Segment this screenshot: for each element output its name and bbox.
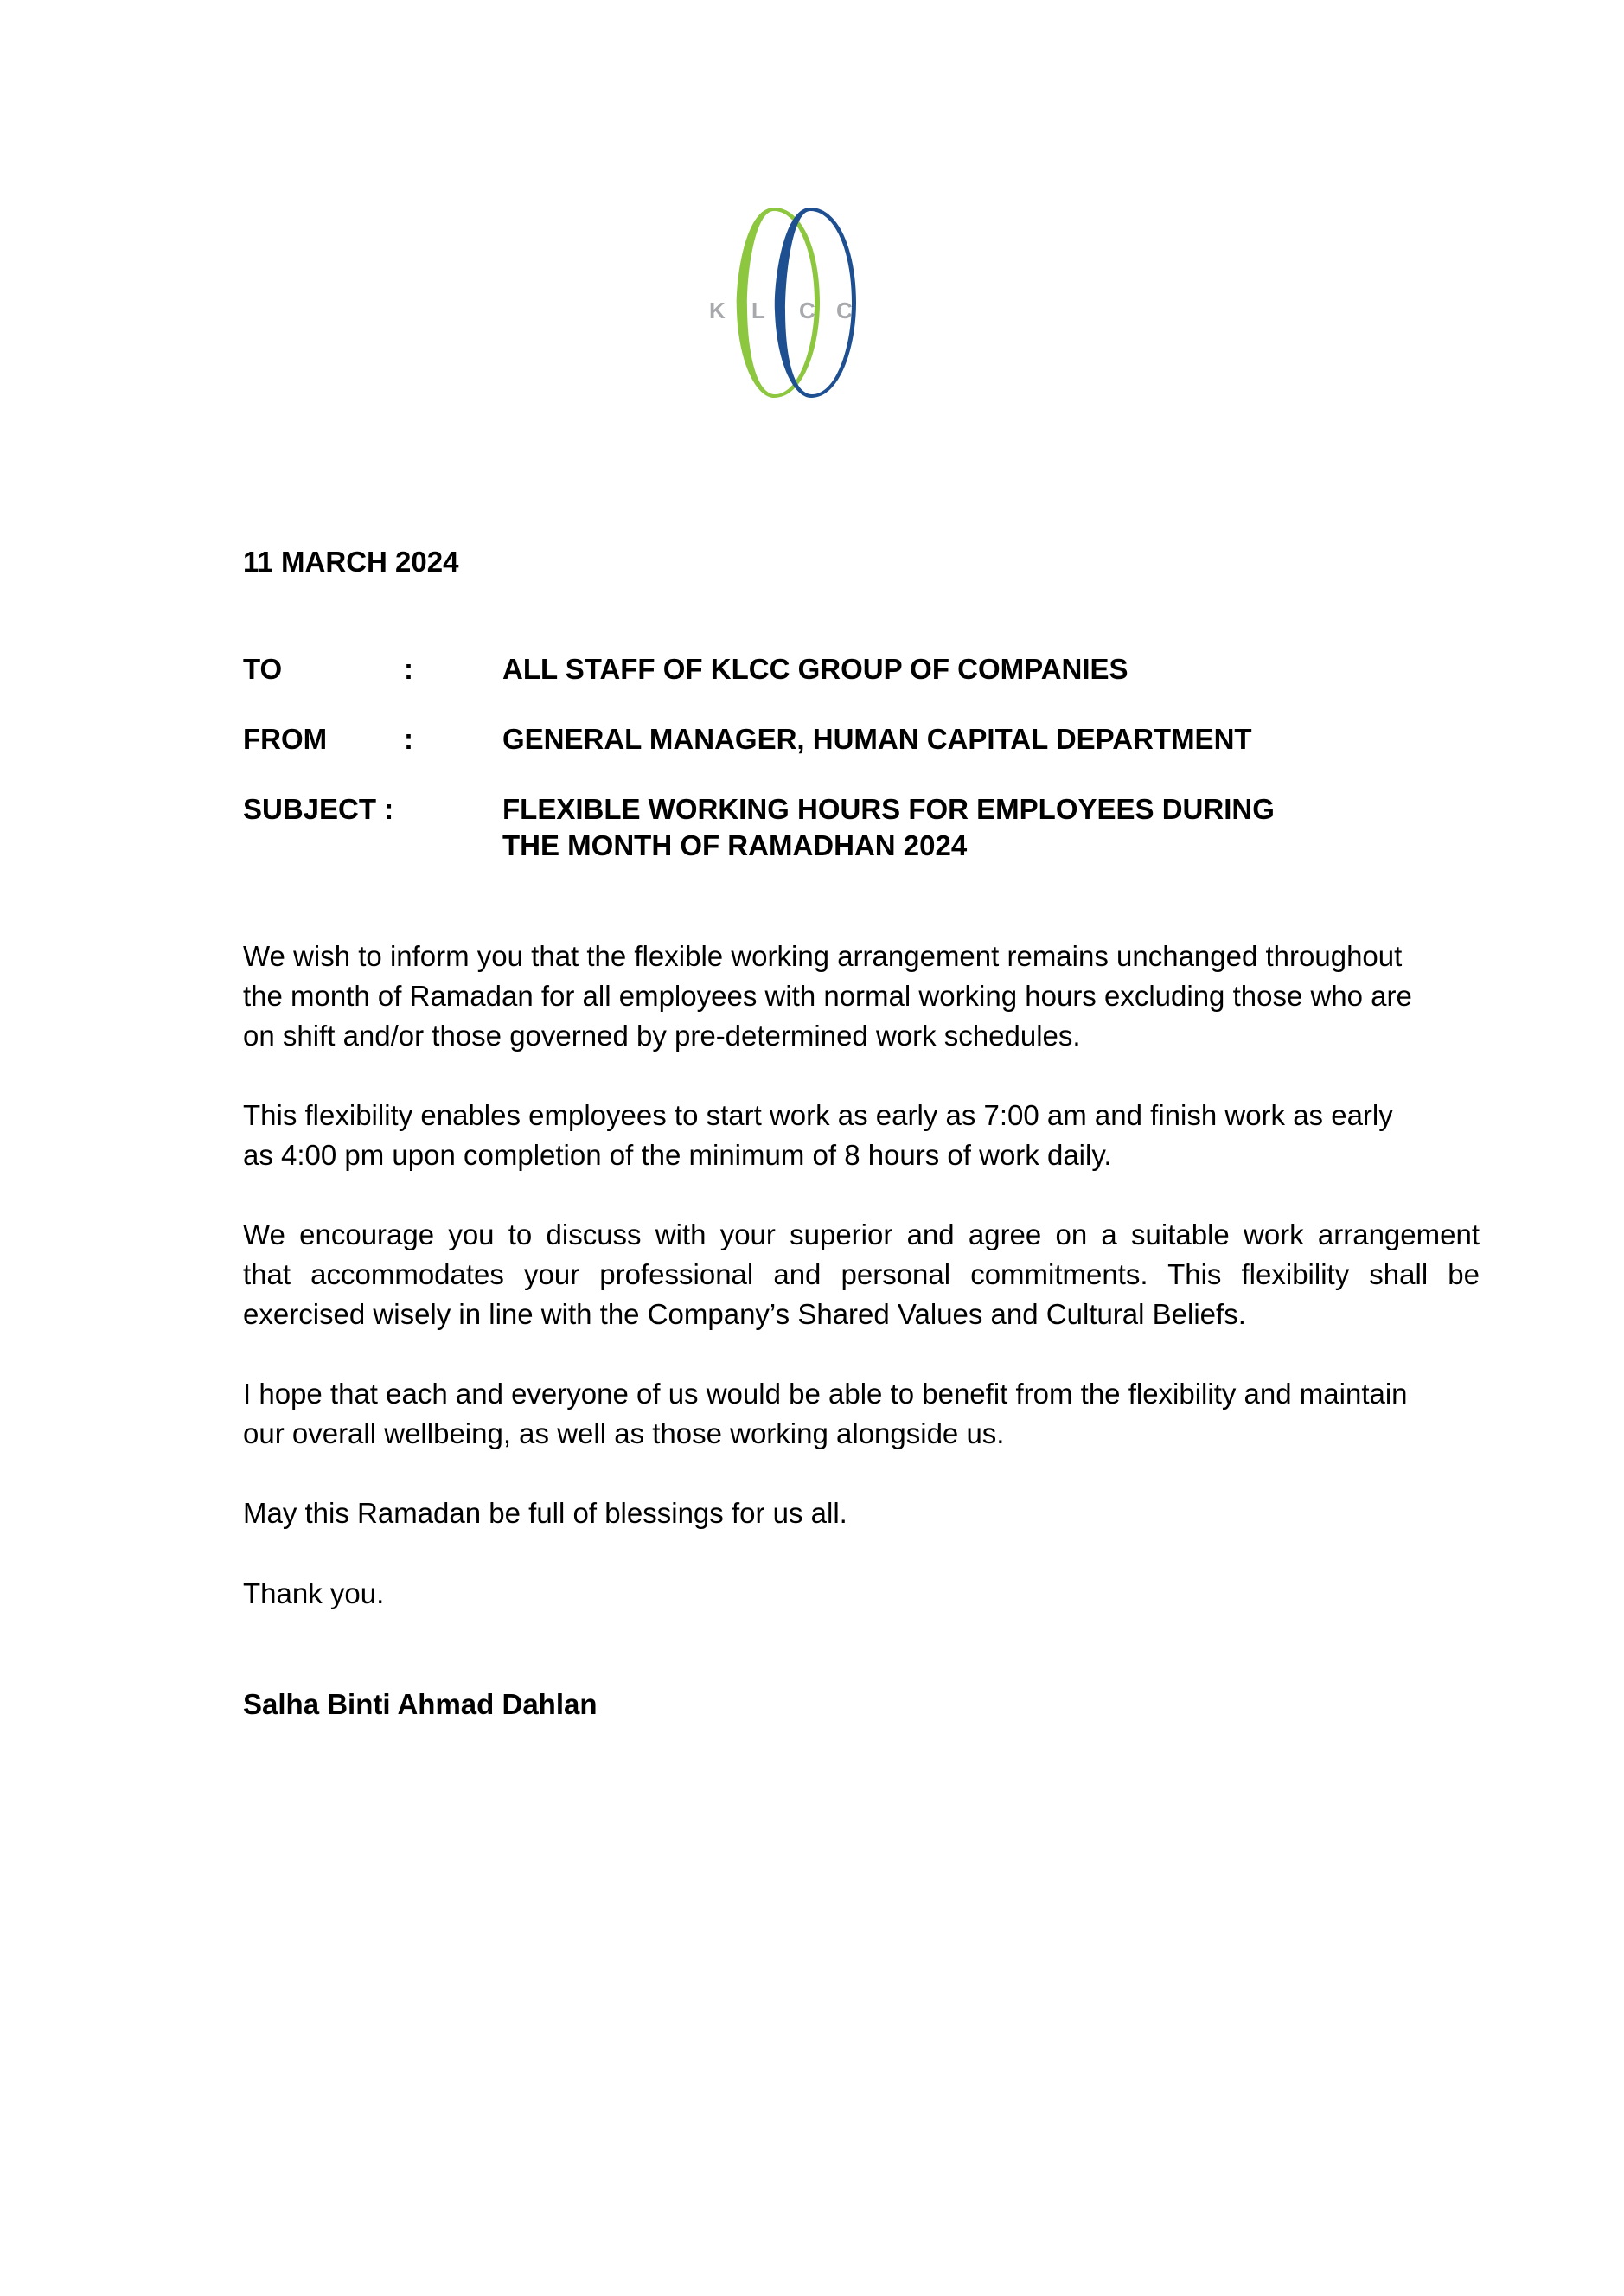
paragraph-3 — [243, 1215, 1480, 1334]
paragraph-5 — [243, 1493, 1480, 1533]
subject-line-1: FLEXIBLE WORKING HOURS FOR EMPLOYEES DURING — [502, 793, 1275, 825]
paragraph-line: the month of Ramadan for all employees with normal working hours excluding those who are — [243, 980, 1412, 1012]
paragraph-line: exercised wisely in line with the Company’s Shared Values and Cultural Beliefs. — [243, 1298, 1246, 1330]
logo-letter-k: K — [709, 297, 726, 323]
klcc-logo-graphic — [709, 199, 908, 406]
paragraph-4 — [243, 1374, 1488, 1454]
paragraph-1 — [243, 937, 1480, 1056]
blessing-line: May this Ramadan be full of blessings for us all. — [243, 1497, 847, 1529]
thank-you-line: Thank you. — [243, 1577, 385, 1609]
memo-date: 11 MARCH 2024 — [243, 546, 459, 578]
to-colon: : — [404, 653, 413, 685]
paragraph-line: as 4:00 pm upon completion of the minimum of 8 hours of work daily. — [243, 1139, 1112, 1171]
to-label: TO — [243, 653, 283, 685]
paragraph-line: I hope that each and everyone of us would be able to benefit from the flexibility and maintain — [243, 1378, 1408, 1410]
from-label: FROM — [243, 723, 328, 755]
paragraph-line: We encourage you to discuss with your superior and agree on a suitable work arrangement — [243, 1218, 1480, 1250]
subject-line-2: THE MONTH OF RAMADHAN 2024 — [502, 829, 968, 861]
logo-letter-l: L — [751, 297, 765, 323]
paragraph-line: on shift and/or those governed by pre-determined work schedules. — [243, 1020, 1081, 1052]
signature-name: Salha Binti Ahmad Dahlan — [243, 1688, 598, 1720]
logo-letter-c2: C — [836, 297, 853, 323]
from-colon: : — [404, 723, 413, 755]
subject-value — [502, 791, 1275, 864]
paragraph-line: This flexibility enables employees to start work as early as 7:00 am and finish work as early — [243, 1099, 1393, 1131]
to-value: ALL STAFF OF KLCC GROUP OF COMPANIES — [502, 653, 1128, 685]
paragraph-line: that accommodates your professional and personal commitments. This flexibility shall be — [243, 1258, 1480, 1290]
paragraph-line: We wish to inform you that the flexible working arrangement remains unchanged throughout — [243, 940, 1403, 972]
closing — [243, 1574, 1480, 1614]
klcc-logo — [709, 199, 908, 406]
paragraph-2 — [243, 1096, 1480, 1175]
logo-letter-c1: C — [799, 297, 815, 323]
subject-label: SUBJECT : — [243, 793, 394, 825]
paragraph-line: our overall wellbeing, as well as those working alongside us. — [243, 1417, 1005, 1449]
from-value: GENERAL MANAGER, HUMAN CAPITAL DEPARTMENT — [502, 723, 1252, 755]
